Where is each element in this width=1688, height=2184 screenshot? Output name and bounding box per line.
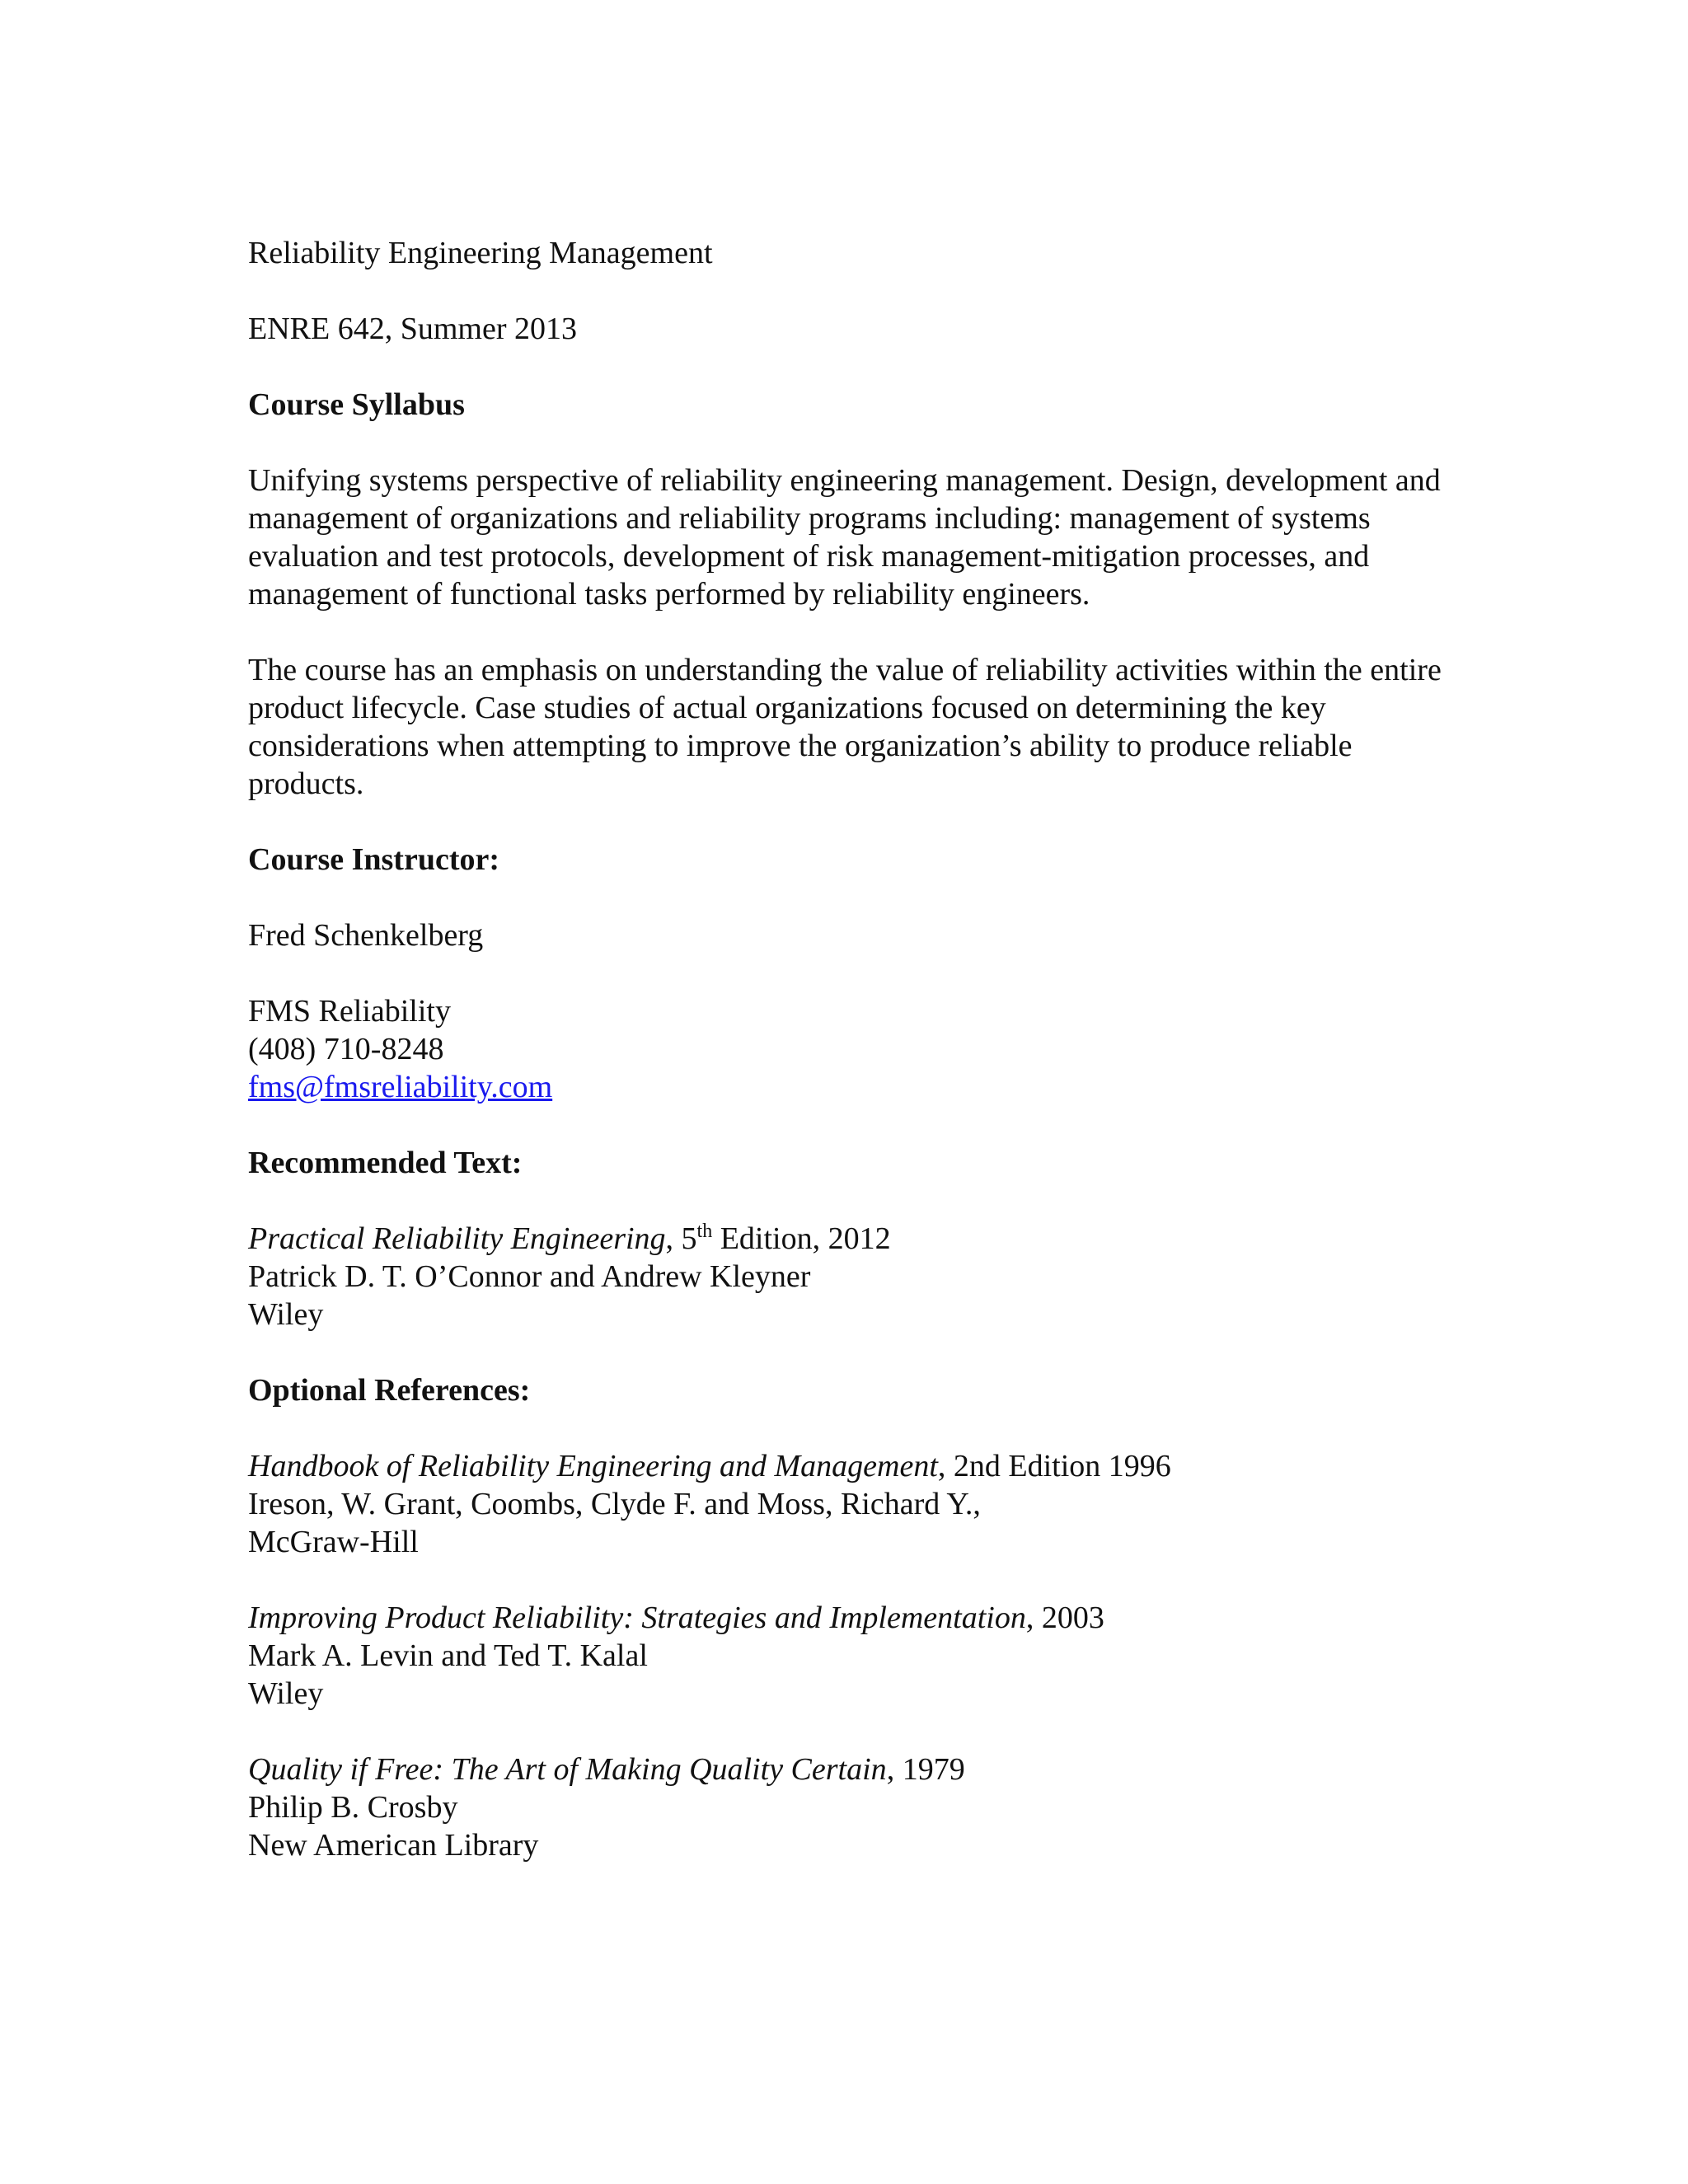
course-code: ENRE 642, Summer 2013 (248, 312, 577, 346)
instructor-name: Fred Schenkelberg (248, 918, 484, 953)
optional-reference-3-title-row (248, 1750, 1451, 1788)
document-content (248, 234, 1451, 1864)
recommended-edition-number: 5 (681, 1221, 697, 1256)
instructor-email-row (248, 1068, 1451, 1106)
optional-reference-1-authors: Ireson, W. Grant, Coombs, Clyde F. and Moss, Richard Y., (248, 1487, 981, 1521)
recommended-edition-rest: Edition, 2012 (712, 1221, 891, 1256)
syllabus-heading: Course Syllabus (248, 387, 465, 422)
optional-reference-2-title: Improving Product Reliability: Strategies and Implementation (248, 1601, 1026, 1635)
optional-reference-2-details: , 2003 (1025, 1601, 1104, 1635)
optional-reference-3-title: Quality if Free: The Art of Making Quality Certain (248, 1752, 887, 1787)
recommended-edition-suffix: th (696, 1221, 713, 1242)
optional-reference-2-publisher: Wiley (248, 1676, 324, 1711)
recommended-authors: Patrick D. T. O’Connor and Andrew Kleyner (248, 1259, 811, 1294)
optional-reference-1-details: , 2nd Edition 1996 (937, 1449, 1171, 1483)
optional-reference-1-title-row (248, 1447, 1451, 1485)
instructor-email-link[interactable]: fms@fmsreliability.com (248, 1070, 553, 1104)
instructor-company: FMS Reliability (248, 994, 451, 1029)
instructor-heading: Course Instructor: (248, 842, 500, 877)
optional-reference-3-authors: Philip B. Crosby (248, 1790, 458, 1825)
optional-reference-3-details: , 1979 (886, 1752, 965, 1787)
optional-heading: Optional References: (248, 1373, 531, 1408)
recommended-heading: Recommended Text: (248, 1146, 523, 1180)
description-paragraph-2: The course has an emphasis on understanding the value of reliability activities within the entire product lifecycle. Case studies of actual organizations focused on determining the key considerations when attempting to improve the organization’s ability to produce reliable products. (248, 653, 1442, 801)
optional-reference-2-title-row (248, 1599, 1451, 1637)
description-paragraph-1: Unifying systems perspective of reliability engineering management. Design, development and management of organizations and reliability programs including: management of systems evaluation and test protocols, development of risk management-mitigation processes, and management of functional tasks performed by reliability engineers. (248, 463, 1441, 612)
optional-reference-1-publisher: McGraw-Hill (248, 1525, 419, 1559)
instructor-phone: (408) 710-8248 (248, 1032, 444, 1066)
recommended-title-row: Practical Reliability Engineering, 5th Edition, 2012 (248, 1221, 891, 1256)
optional-reference-2-authors: Mark A. Levin and Ted T. Kalal (248, 1638, 648, 1673)
optional-reference-3-publisher: New American Library (248, 1828, 539, 1863)
optional-reference-1-title: Handbook of Reliability Engineering and Management (248, 1449, 938, 1483)
course-title: Reliability Engineering Management (248, 236, 713, 270)
recommended-title: Practical Reliability Engineering (248, 1221, 666, 1256)
recommended-publisher: Wiley (248, 1297, 324, 1332)
